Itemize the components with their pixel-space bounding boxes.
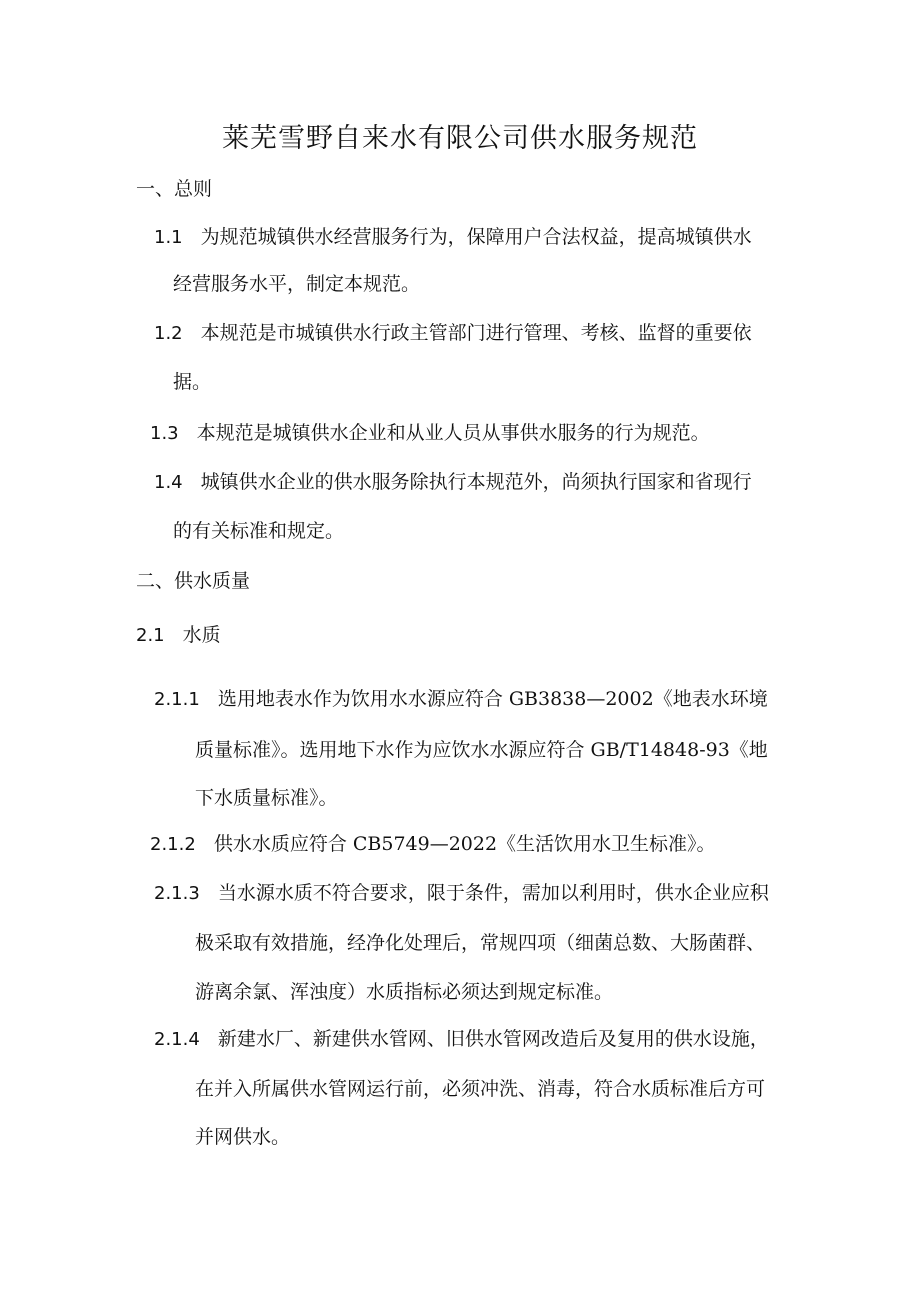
clause-number: 1.3	[150, 423, 179, 444]
clause-number: 1.1	[154, 227, 183, 248]
clause-number: 2.1.3	[154, 883, 200, 904]
section-heading-water-quality: 二、供水质量	[136, 570, 251, 592]
clause-text: 本规范是市城镇供水行政主管部门进行管理、考核、监督的重要依	[200, 322, 752, 344]
clause-text: 当水源水质不符合要求，限于条件，需加以利用时，供水企业应积	[217, 882, 769, 904]
subsection-label: 水质	[182, 624, 221, 646]
clause-1-2-cont: 据。	[173, 371, 212, 393]
clause-1-3	[150, 420, 710, 447]
clause-number: 2.1.2	[150, 834, 196, 855]
clause-number: 1.2	[154, 323, 183, 344]
subsection-2-1	[136, 622, 221, 649]
clause-text: 供水水质应符合 CB5749—2022《生活饮用水卫生标准》。	[213, 833, 716, 855]
clause-2-1-2	[150, 831, 716, 858]
section-heading-general: 一、总则	[136, 178, 213, 200]
clause-1-1	[154, 224, 752, 251]
clause-2-1-3-cont-1: 极采取有效措施，经净化处理后，常规四项（细菌总数、大肠菌群、	[195, 932, 766, 954]
clause-1-4	[154, 469, 752, 496]
clause-2-1-1-cont-2: 下水质量标准》。	[195, 787, 338, 809]
clause-1-4-cont: 的有关标准和规定。	[173, 520, 345, 542]
clause-2-1-4-cont-1: 在并入所属供水管网运行前，必须冲洗、消毒，符合水质标准后方可	[195, 1078, 766, 1100]
clause-2-1-4-cont-2: 并网供水。	[195, 1126, 291, 1148]
clause-number: 2.1.4	[154, 1029, 200, 1050]
subsection-number: 2.1	[136, 625, 165, 646]
clause-text: 选用地表水作为饮用水水源应符合 GB3838—2002《地表水环境	[217, 688, 768, 710]
clause-number: 2.1.1	[154, 689, 200, 710]
clause-1-2	[154, 320, 752, 347]
clause-text: 新建水厂、新建供水管网、旧供水管网改造后及复用的供水设施，	[217, 1028, 769, 1050]
clause-2-1-1	[154, 686, 768, 713]
clause-2-1-3	[154, 880, 769, 907]
clause-number: 1.4	[154, 472, 183, 493]
clause-text: 为规范城镇供水经营服务行为，保障用户合法权益，提高城镇供水	[200, 226, 752, 248]
clause-text: 城镇供水企业的供水服务除执行本规范外，尚须执行国家和省现行	[200, 471, 752, 493]
document-title: 莱芜雪野自来水有限公司供水服务规范	[222, 123, 698, 154]
clause-2-1-4	[154, 1026, 769, 1053]
clause-2-1-1-cont-1: 质量标准》。选用地下水作为应饮水水源应符合 GB/T14848-93《地	[195, 739, 768, 761]
clause-text: 本规范是城镇供水企业和从业人员从事供水服务的行为规范。	[196, 422, 710, 444]
clause-1-1-cont: 经营服务水平，制定本规范。	[173, 273, 421, 295]
clause-2-1-3-cont-2: 游离余氯、浑浊度）水质指标必须达到规定标准。	[195, 981, 614, 1003]
